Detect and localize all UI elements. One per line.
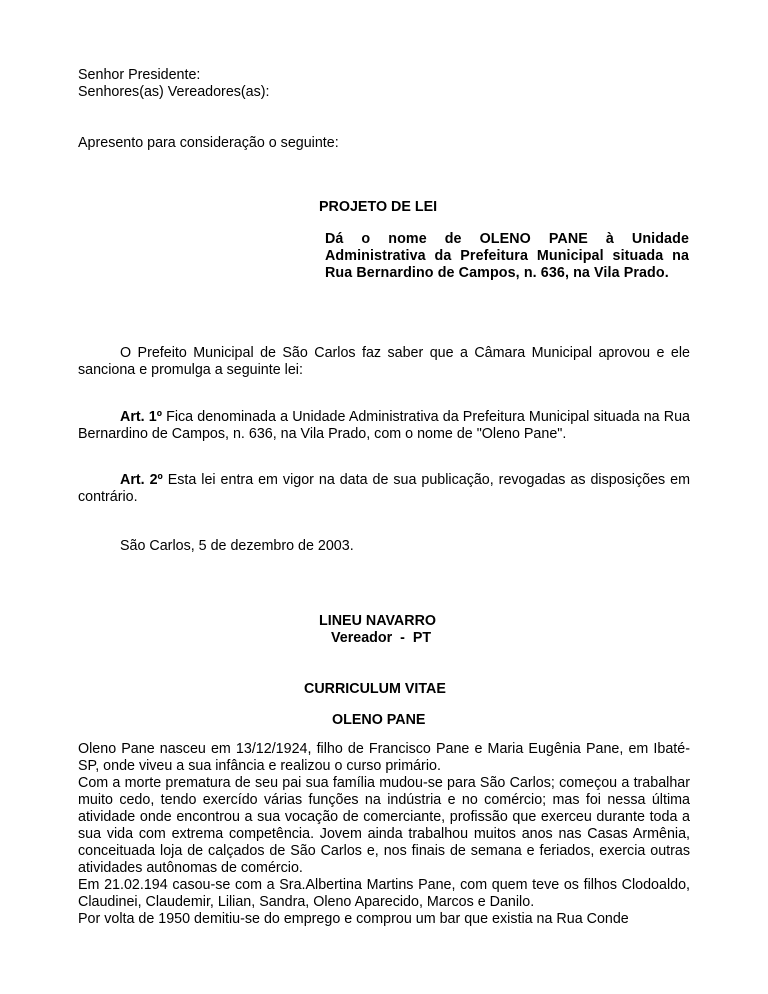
preamble: O Prefeito Municipal de São Carlos faz saber que a Câmara Municipal aprovou e ele sanciona e promulga a seguinte lei: [78,345,690,378]
bill-summary: Dá o nome de OLENO PANE à Unidade Administrativa da Prefeitura Municipal situada na Rua Bernardino de Campos, n. 636, na Vila Prado. [325,231,689,281]
cv-paragraph: Em 21.02.194 casou-se com a Sra.Albertina Martins Pane, com quem teve os filhos Clodoaldo, Claudinei, Claudemir, Lilian, Sandra, Oleno Aparecido, Marcos e Danilo. [78,877,690,910]
greeting [78,67,270,101]
signature [319,613,436,647]
intro-text: Apresento para consideração o seguinte: [78,135,339,151]
article-1-label: Art. 1º [120,409,162,425]
greeting-line-2: Senhores(as) Vereadores(as): [78,84,270,100]
signer-role: Vereador - PT [331,630,432,646]
article-2-text: Esta lei entra em vigor na data de sua publicação, revogadas as disposições em contrário. [78,472,690,505]
article-2-label: Art. 2º [120,472,163,488]
article-1 [78,409,690,443]
date-line: São Carlos, 5 de dezembro de 2003. [120,538,354,554]
cv-paragraph: Oleno Pane nasceu em 13/12/1924, filho de Francisco Pane e Maria Eugênia Pane, em Ibaté-SP, onde viveu a sua infância e realizou o curso primário. [78,741,690,774]
article-2 [78,472,690,506]
cv-paragraph: Com a morte prematura de seu pai sua família mudou-se para São Carlos; começou a trabalhar muito cedo, tendo exercído várias funções na indústria e no comércio; mas foi nessa última atividade onde encontrou a sua vocação de comerciante, profissão que exerceu durante toda a sua vida com extrema competência. Jovem ainda trabalhou muitos anos nas Casas Armênia, conceituada loja de calçados de São Carlos e, nos finais de semana e feriados, exercia outras atividades autônomas de comércio. [78,775,690,876]
greeting-line-1: Senhor Presidente: [78,67,201,83]
cv-body [78,741,690,928]
signer-name: LINEU NAVARRO [319,613,437,629]
cv-title: CURRICULUM VITAE [304,681,446,697]
cv-paragraph: Por volta de 1950 demitiu-se do emprego e comprou um bar que existia na Rua Conde [78,911,629,927]
cv-name: OLENO PANE [332,712,426,728]
article-1-text: Fica denominada a Unidade Administrativa da Prefeitura Municipal situada na Rua Bernardino de Campos, n. 636, na Vila Prado, com o nome de "Oleno Pane". [78,409,690,442]
bill-title: PROJETO DE LEI [319,199,438,215]
